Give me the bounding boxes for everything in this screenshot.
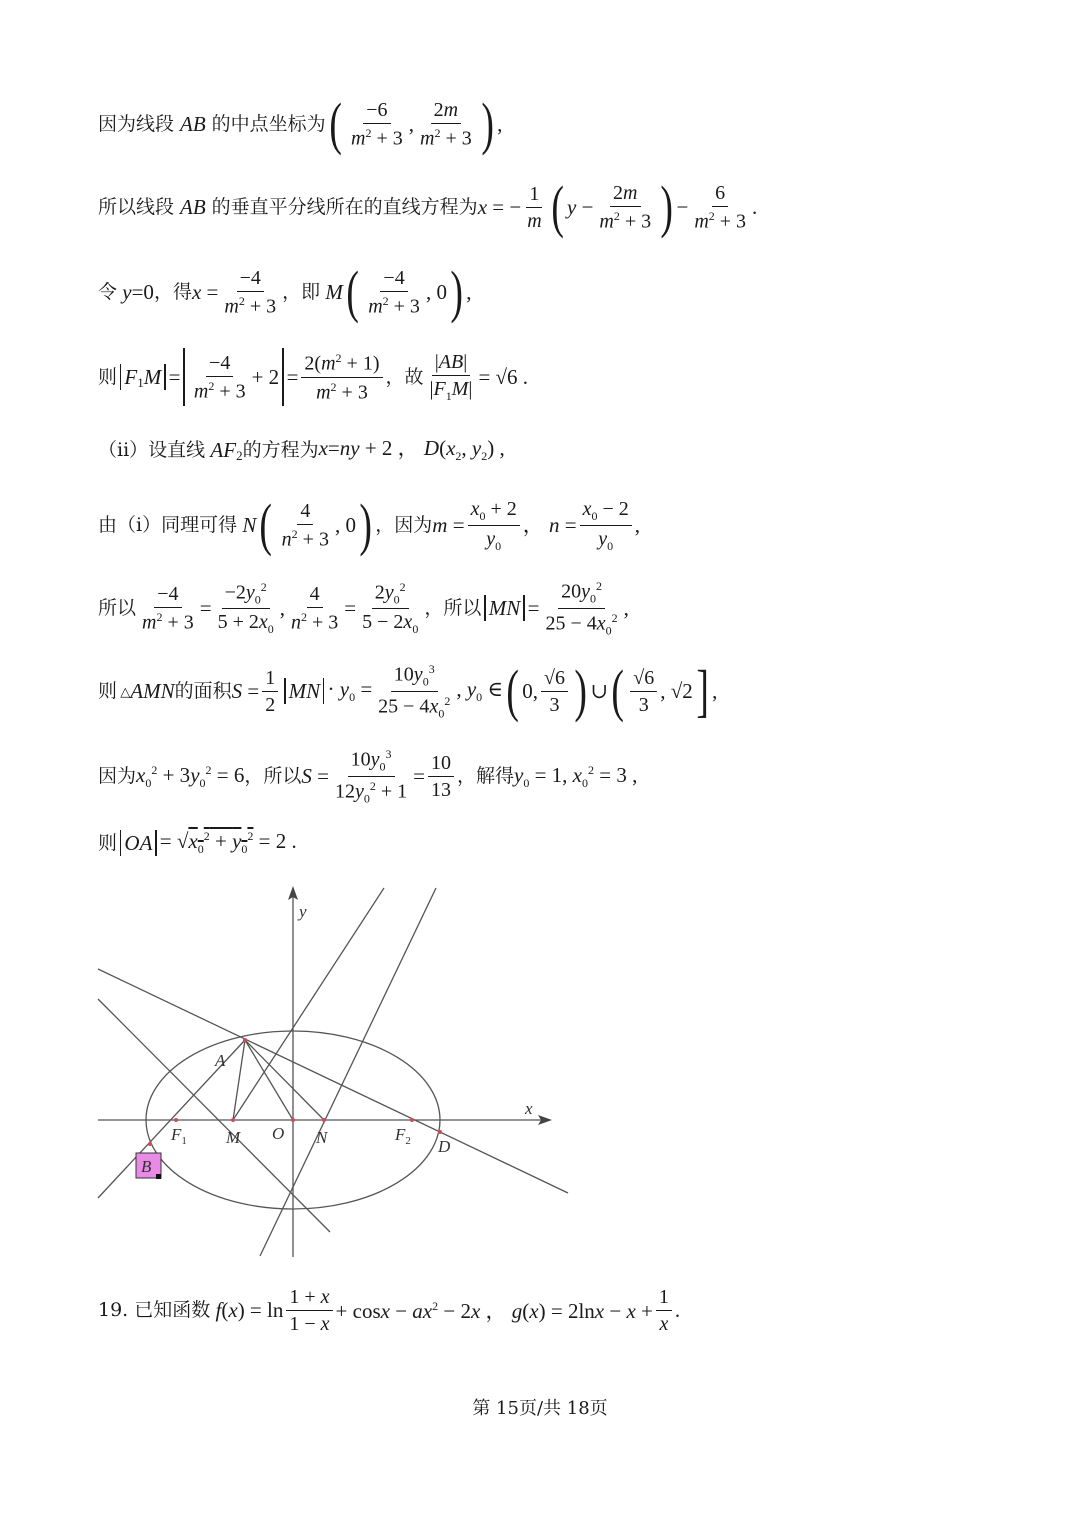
label-b: B bbox=[141, 1157, 152, 1176]
text-segment: 所以 bbox=[98, 596, 137, 619]
segment-a-m bbox=[233, 1040, 245, 1120]
label-d: D bbox=[438, 1137, 451, 1156]
point-d bbox=[438, 1130, 442, 1134]
fraction: $\frac{1}{m}$ bbox=[527, 182, 542, 232]
paren-right: ) bbox=[481, 91, 494, 156]
line-perp-bisector: 所以线段 AB 的垂直平分线所在的直线方程为 x = − $\frac{1}{m}$ ( y − $\frac{2m}{m^2 + 3}$ ) − $\frac{6}{m^2 + 3}$ . bbox=[98, 174, 758, 239]
text-segment: 的垂直平分线所在的直线方程为 bbox=[211, 195, 478, 218]
label-a: A bbox=[215, 1051, 226, 1070]
text-segment: ，解得 bbox=[456, 764, 514, 787]
line-oa: 则 OA = $√x_0^2 + y_0^2 = 2$ . bbox=[98, 829, 297, 857]
perp-bisector-ab bbox=[98, 999, 330, 1232]
text-segment: （ii）设直线 bbox=[98, 438, 206, 461]
text-segment: ，即 bbox=[282, 280, 321, 303]
fraction: $\frac{6}{m^2 + 3}$ bbox=[694, 181, 747, 233]
text-segment: 令 bbox=[98, 280, 118, 303]
fraction: $\frac{2m}{m^2 + 3}$ bbox=[599, 181, 652, 233]
label-f1: $F_1$ bbox=[171, 1125, 187, 1147]
line-solve: 因为 $x_0^2 + 3y_0^2 = 6$ ，所以 S = $\frac{10y_0^3}{12y_0^2 + 1}$ = $\frac{10}{13}$ ，解得 $y_0 = 1$, $x_0^2 = 3$ , bbox=[98, 747, 638, 806]
fraction: $\frac{-6}{m^2 + 3}$ bbox=[351, 98, 403, 150]
label-f2: $F_2$ bbox=[395, 1125, 411, 1147]
b-label-handle bbox=[156, 1174, 161, 1179]
text-segment: 所以线段 bbox=[98, 195, 175, 218]
text-segment: ，因为 bbox=[375, 513, 433, 536]
fraction: $\frac{2m}{m^2 + 3}$ bbox=[420, 98, 472, 150]
line-a-d bbox=[98, 969, 568, 1193]
text-segment: 的方程为 bbox=[242, 438, 319, 461]
line-up-1 bbox=[233, 888, 384, 1120]
label-o: O bbox=[272, 1124, 285, 1143]
text-segment: 则 bbox=[98, 831, 118, 854]
point-o bbox=[291, 1118, 295, 1122]
point-n bbox=[322, 1118, 326, 1122]
text-segment: ，故 bbox=[385, 365, 424, 388]
paren-left: ( bbox=[329, 91, 342, 156]
math-ab: AB bbox=[180, 111, 206, 136]
text-segment: 则 bbox=[98, 365, 118, 388]
fraction: $\frac{-4}{m^2 + 3}$ bbox=[224, 266, 277, 318]
text-segment: 的中点坐标为 bbox=[211, 112, 326, 135]
page-footer: 第 15页/共 18页 bbox=[472, 1398, 608, 1419]
label-x: x bbox=[525, 1099, 533, 1118]
question-19: 19. 已知函数 f(x) = ln $\frac{1 + x}{1 - x}$ + $\cos x - ax^2 - 2x$ ， g(x) = 2lnx − x + $\frac{1}{x}$ . bbox=[98, 1286, 681, 1335]
text-segment: ，所以 bbox=[244, 764, 302, 787]
text-segment: 因为线段 bbox=[98, 112, 175, 135]
line-f1m: 则 F 1 M = $\frac{-4}{m^2 + 3}$ + 2 = $\frac{2(m^2 + 1)}{m^2 + 3}$ ，故 $\frac{|AB|}{|F_1M|}$ = √6 . bbox=[98, 348, 528, 406]
line-n-point: 由（i）同理可得 N ( $\frac{4}{n^2 + 3}$ , 0 ) ，因为 m = $\frac{x_0 + 2}{y_0}$ ， n = $\frac{x_0 - 2}{y_0}$ , bbox=[98, 492, 640, 557]
line-ii: （ii）设直线 AF 2 的方程为 x=ny + 2 ， $D(x_2$, $y_2$) , bbox=[98, 436, 505, 464]
text-segment: 19. 已知函数 bbox=[98, 1299, 211, 1321]
text-segment: 则 bbox=[98, 679, 118, 702]
line-area: 则 △ AMN 的面积 S = $\frac{1}{2}$ MN · $y_0$ = $\frac{10y_0^3}{25 - 4x_0^2}$ , $y_0$ ∈ ( 0, $\frac{√6}{3}$ ) ∪ ( $\frac{√6}{3}$ , √2 ] , bbox=[98, 658, 718, 723]
line-midpoint: 因为线段 AB 的中点坐标为 ( $\frac{-6}{m^2 + 3}$ , $\frac{2m}{m^2 + 3}$ ) , bbox=[98, 91, 503, 156]
fraction: $\frac{-4}{m^2 + 3}$ bbox=[368, 266, 420, 318]
text-segment: 由（i）同理可得 bbox=[98, 513, 238, 536]
math-ab: AB bbox=[180, 194, 206, 219]
line-mn: 所以 $\frac{-4}{m^2 + 3}$ = $\frac{-2y_0^2}{5 + 2x_0}$ , $\frac{4}{n^2 + 3}$ = $\frac{2y_0^2}{5 - 2x_0}$ ，所以 MN = $\frac{20y_0^2}{25 - 4x_0^2}$ , bbox=[98, 579, 629, 638]
point-a bbox=[243, 1038, 247, 1042]
text-segment: 因为 bbox=[98, 764, 137, 787]
label-n: N bbox=[316, 1128, 328, 1147]
point-b bbox=[148, 1142, 152, 1146]
label-m: M bbox=[226, 1128, 241, 1147]
line-set-y0: 令 y=0 ，得 x = $\frac{-4}{m^2 + 3}$ ，即 M ( $\frac{-4}{m^2 + 3}$ , 0 ) , bbox=[98, 259, 472, 324]
point-f2 bbox=[410, 1118, 414, 1122]
point-m bbox=[231, 1118, 235, 1122]
text-segment: ，所以 bbox=[424, 596, 482, 619]
segment-a-n bbox=[245, 1040, 324, 1120]
text-segment: 的面积 bbox=[174, 679, 232, 702]
text-segment: ，得 bbox=[153, 280, 192, 303]
segment-a-o bbox=[245, 1040, 293, 1120]
point-f1 bbox=[174, 1118, 178, 1122]
label-y: y bbox=[299, 902, 307, 921]
